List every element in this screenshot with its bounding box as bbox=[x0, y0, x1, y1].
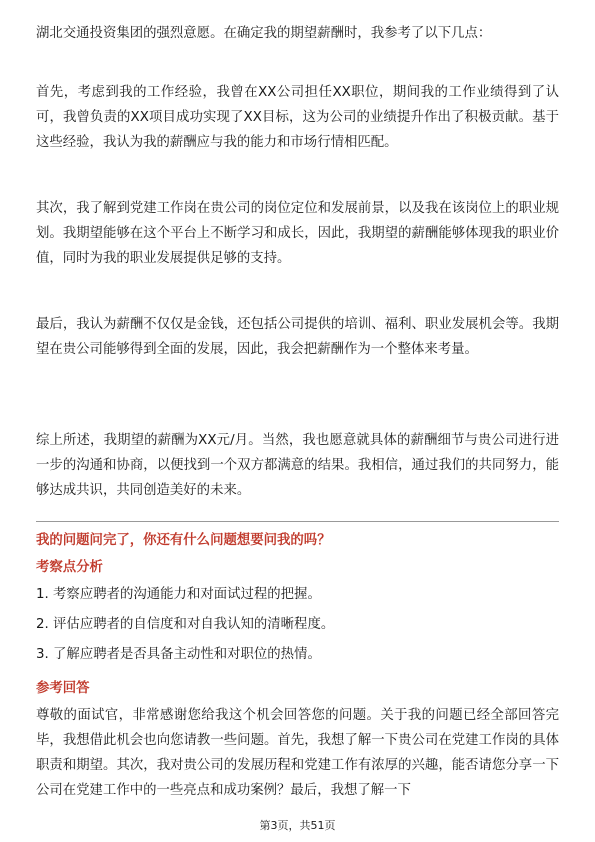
body-paragraph: 其次，我了解到党建工作岗在贵公司的岗位定位和发展前景，以及我在该岗位上的职业规划。我期望能够在这个平台上不断学习和成长，因此，我期望的薪酬能够体现我的职业价值，同时为我的职业发展提供足够的支持。 bbox=[36, 201, 559, 266]
answer-paragraph: 尊敬的面试官，非常感谢您给我这个机会回答您的问题。关于我的问题已经全部回答完毕，我想借此机会也向您请教一些问题。首先，我想了解一下贵公司在党建工作岗的具体职责和期望。其次，我对贵公司的发展历程和党建工作有浓厚的兴趣，能否请您分享一下公司在党建工作中的一些亮点和成功案例？最后，我想了解一下 bbox=[36, 708, 559, 798]
body-paragraph: 首先，考虑到我的工作经验，我曾在XX公司担任XX职位，期间我的工作业绩得到了认可，我曾负责的XX项目成功实现了XX目标，这为公司的业绩提升作出了积极贡献。基于这些经验，我认为我的薪酬应与我的能力和市场行情相匹配。 bbox=[36, 85, 559, 150]
section-divider bbox=[36, 521, 559, 522]
body-paragraph: 最后，我认为薪酬不仅仅是金钱，还包括公司提供的培训、福利、职业发展机会等。我期望在贵公司能够得到全面的发展，因此，我会把薪酬作为一个整体来考量。 bbox=[36, 317, 559, 357]
body-paragraph: 湖北交通投资集团的强烈意愿。在确定我的期望薪酬时，我参考了以下几点： bbox=[36, 26, 492, 41]
body-paragraph: 综上所述，我期望的薪酬为XX元/月。当然，我也愿意就具体的薪酬细节与贵公司进行进一步的沟通和协商，以便找到一个双方都满意的结果。我相信，通过我们的共同努力，能够达成共识，共同创造美好的未来。 bbox=[36, 433, 559, 498]
page-number-footer: 第3页，共51页 bbox=[259, 819, 336, 832]
interview-question: 我的问题问完了，你还有什么问题想要问我的吗？ bbox=[36, 533, 331, 548]
analysis-list-item: 2. 评估应聘者的自信度和对自我认知的清晰程度。 bbox=[36, 617, 335, 632]
analysis-heading: 考察点分析 bbox=[36, 560, 103, 575]
analysis-list-item: 3. 了解应聘者是否具备主动性和对职位的热情。 bbox=[36, 647, 321, 662]
analysis-list-item: 1. 考察应聘者的沟通能力和对面试过程的把握。 bbox=[36, 587, 321, 602]
answer-heading: 参考回答 bbox=[36, 681, 90, 696]
